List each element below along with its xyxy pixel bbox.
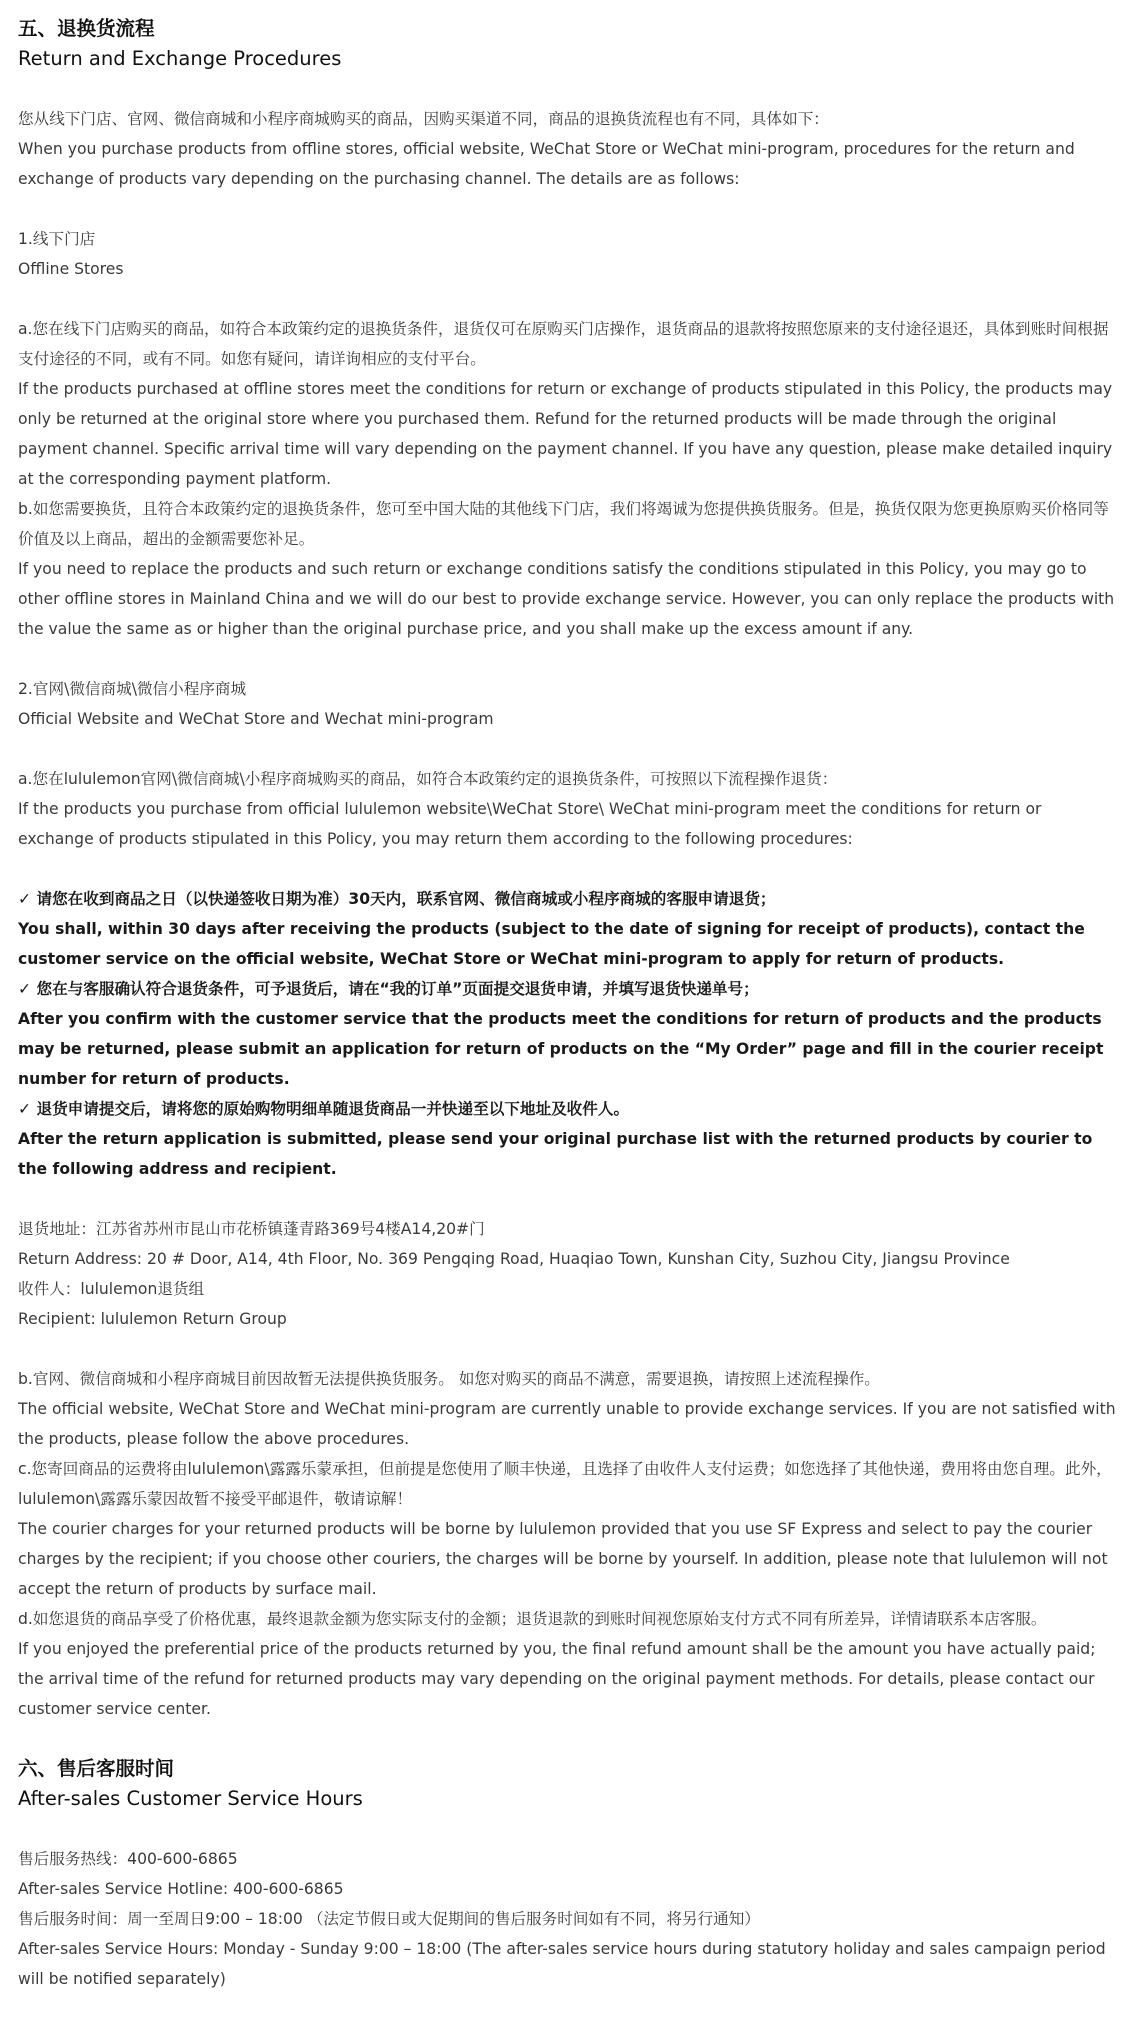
step-3-zh: ✓ 退货申请提交后，请将您的原始购物明细单随退货商品一并快递至以下地址及收件人。: [18, 1100, 630, 1118]
online-a-zh: a.您在lululemon官网\微信商城\小程序商城购买的商品，如符合本政策约定的退换货条件，可按照以下流程操作退货：: [18, 770, 838, 788]
step-3-en: After the return application is submitted, please send your original purchase list with the returned products by courier to the following address and recipient.: [18, 1130, 1093, 1178]
section-5-title-zh: 五、退换货流程: [18, 17, 155, 40]
section-5-title-en: Return and Exchange Procedures: [18, 47, 342, 70]
hotline-en: After-sales Service Hotline: 400-600-6865: [18, 1880, 344, 1898]
online-heading-zh: 2.官网\微信商城\微信小程序商城: [18, 680, 247, 698]
online-a-en: If the products you purchase from official lululemon website\WeChat Store\ WeChat mini-program meet the conditions for return or exchange of products stipulated in this Policy, you may return them according to the following procedures:: [18, 800, 1042, 848]
online-d-en: If you enjoyed the preferential price of the products returned by you, the final refund amount shall be the amount you have actually paid; the arrival time of the refund for returned products may vary depending on the original payment methods. For details, please contact our customer service center.: [18, 1640, 1096, 1718]
section-6-title-zh: 六、售后客服时间: [18, 1757, 175, 1780]
offline-a-zh: a.您在线下门店购买的商品，如符合本政策约定的退换货条件，退货仅可在原购买门店操作，退货商品的退款将按照您原来的支付途径退还，具体到账时间根据支付途径的不同，或有不同。如您有疑问，请详询相应的支付平台。: [18, 320, 1109, 368]
hotline-zh: 售后服务热线：400-600-6865: [18, 1850, 238, 1868]
step-2-zh: ✓ 您在与客服确认符合退货条件，可予退货后，请在“我的订单”页面提交退货申请，并填写退货快递单号；: [18, 980, 759, 998]
step-2-en: After you confirm with the customer service that the products meet the conditions for return of products and the products may be returned, please submit an application for return of products on the “My Order” page and fill in the courier receipt number for return of products.: [18, 1010, 1104, 1088]
offline-heading-en: Offline Stores: [18, 260, 124, 278]
return-address-zh: 退货地址：江苏省苏州市昆山市花桥镇蓬青路369号4楼A14,20#门: [18, 1220, 485, 1238]
section-6-title-en: After-sales Customer Service Hours: [18, 1787, 363, 1810]
online-b-zh: b.官网、微信商城和小程序商城目前因故暂无法提供换货服务。 如您对购买的商品不满意，需要退换，请按照上述流程操作。: [18, 1370, 880, 1388]
online-heading-en: Official Website and WeChat Store and Wechat mini-program: [18, 710, 494, 728]
intro-en: When you purchase products from offline stores, official website, WeChat Store or WeChat mini-program, procedures for the return and exchange of products vary depending on the purchasing channel. The details are as follows:: [18, 140, 1075, 188]
online-c-zh: c.您寄回商品的运费将由lululemon\露露乐蒙承担，但前提是您使用了顺丰快递，且选择了由收件人支付运费；如您选择了其他快递，费用将由您自理。此外，lululemon\露露乐蒙因故暂不接受平邮退件，敬请谅解！: [18, 1460, 1112, 1508]
service-hours-zh: 售后服务时间：周一至周日9:00 – 18:00 （法定节假日或大促期间的售后服务时间如有不同，将另行通知）: [18, 1910, 760, 1928]
online-d-zh: d.如您退货的商品享受了价格优惠，最终退款金额为您实际支付的金额；退货退款的到账时间视您原始支付方式不同有所差异，详情请联系本店客服。: [18, 1610, 1047, 1628]
offline-heading-zh: 1.线下门店: [18, 230, 96, 248]
step-1-zh: ✓ 请您在收到商品之日（以快递签收日期为准）30天内，联系官网、微信商城或小程序商城的客服申请退货；: [18, 890, 776, 908]
intro-zh: 您从线下门店、官网、微信商城和小程序商城购买的商品，因购买渠道不同，商品的退换货流程也有不同，具体如下：: [18, 110, 829, 128]
return-address-en: Return Address: 20 # Door, A14, 4th Floor, No. 369 Pengqing Road, Huaqiao Town, Kunshan City, Suzhou City, Jiangsu Province: [18, 1250, 1010, 1268]
offline-b-en: If you need to replace the products and such return or exchange conditions satisfy the conditions stipulated in this Policy, you may go to other offline stores in Mainland China and we will do our best to provide exchange service. However, you can only replace the products with the value the same as or higher than the original purchase price, and you shall make up the excess amount if any.: [18, 560, 1115, 638]
recipient-en: Recipient: lululemon Return Group: [18, 1310, 287, 1328]
offline-a-en: If the products purchased at offline stores meet the conditions for return or exchange of products stipulated in this Policy, the products may only be returned at the original store where you purchased them. Refund for the returned products will be made through the original payment channel. Specific arrival time will vary depending on the payment channel. If you have any question, please make detailed inquiry at the corresponding payment platform.: [18, 380, 1113, 488]
online-b-en: The official website, WeChat Store and WeChat mini-program are currently unable to provide exchange services. If you are not satisfied with the products, please follow the above procedures.: [18, 1400, 1116, 1448]
service-hours-en: After-sales Service Hours: Monday - Sunday 9:00 – 18:00 (The after-sales service hours during statutory holiday and sales campaign period will be notified separately): [18, 1940, 1106, 1988]
recipient-zh: 收件人：lululemon退货组: [18, 1280, 205, 1298]
online-c-en: The courier charges for your returned products will be borne by lululemon provided that you use SF Express and select to pay the courier charges by the recipient; if you choose other couriers, the charges will be borne by yourself. In addition, please note that lululemon will not accept the return of products by surface mail.: [18, 1520, 1108, 1598]
offline-b-zh: b.如您需要换货，且符合本政策约定的退换货条件，您可至中国大陆的其他线下门店，我们将竭诚为您提供换货服务。但是，换货仅限为您更换原购买价格同等价值及以上商品，超出的金额需要您补足。: [18, 500, 1109, 548]
step-1-en: You shall, within 30 days after receiving the products (subject to the date of signing for receipt of products), contact the customer service on the official website, WeChat Store or WeChat mini-program to apply for return of products.: [18, 920, 1085, 968]
